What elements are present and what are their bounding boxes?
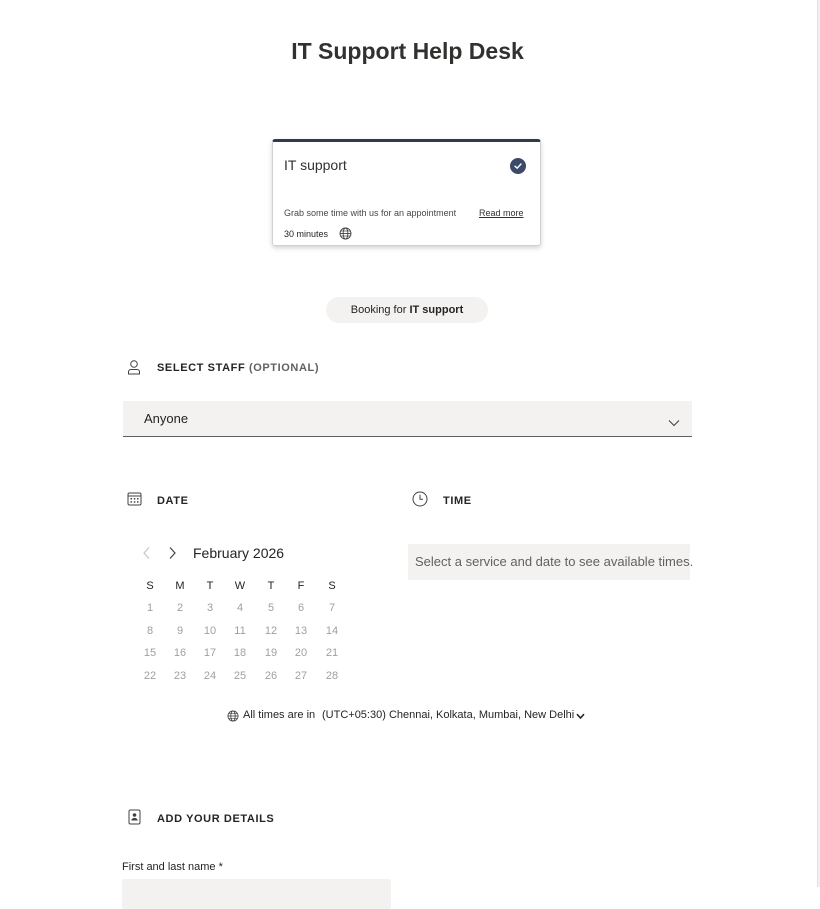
name-field-label: First and last name * [122,861,223,873]
weekday-label: W [234,580,246,592]
calendar-day[interactable]: 25 [233,670,247,682]
calendar-month-label: February 2026 [193,545,285,561]
read-more-link[interactable]: Read more [479,208,524,218]
globe-icon [227,710,239,725]
name-input[interactable] [122,879,391,909]
calendar-day[interactable]: 4 [236,602,244,614]
calendar-day[interactable]: 24 [203,670,217,682]
calendar-day[interactable]: 27 [294,670,308,682]
next-month-button[interactable] [168,546,177,565]
calendar-day[interactable]: 26 [264,670,278,682]
calendar-day[interactable]: 1 [146,602,154,614]
staff-selected-value: Anyone [144,411,189,426]
page-title: IT Support Help Desk [291,38,524,64]
calendar-day[interactable]: 21 [325,647,339,659]
calendar-day[interactable]: 20 [294,647,308,659]
weekday-label: S [328,580,336,592]
weekday-label: F [297,580,305,592]
calendar-day[interactable]: 17 [203,647,217,659]
booking-prefix: Booking for [350,304,407,316]
calendar-day[interactable]: 11 [234,625,246,637]
calendar-icon [127,492,142,511]
weekday-label: T [267,580,275,592]
contact-card-icon [128,809,141,830]
calendar-day[interactable]: 14 [325,625,339,637]
weekday-label: M [175,580,185,592]
calendar-day[interactable]: 3 [206,602,214,614]
select-staff-heading [157,362,319,374]
calendar-day[interactable]: 7 [328,602,336,614]
chevron-down-icon [576,711,585,723]
calendar-day[interactable]: 28 [325,670,339,682]
weekday-label: S [146,580,154,592]
service-description: Grab some time with us for an appointment [284,208,457,218]
calendar-day[interactable]: 12 [264,625,278,637]
select-staff-label: SELECT STAFF [157,362,246,374]
date-heading: DATE [157,495,189,507]
calendar-day[interactable]: 6 [297,602,305,614]
service-duration: 30 minutes [284,229,329,239]
calendar-day[interactable]: 10 [203,625,217,637]
time-slots-placeholder: Select a service and date to see available times. [408,544,690,580]
timezone-prefix: All times are in [243,709,316,721]
weekday-label: T [206,580,214,592]
booking-service: IT support [409,304,464,316]
person-icon [127,359,141,380]
add-details-heading: ADD YOUR DETAILS [157,813,275,825]
service-card[interactable] [272,139,541,246]
calendar-day[interactable]: 22 [143,670,157,682]
calendar-day[interactable]: 5 [267,602,275,614]
globe-icon [339,227,352,245]
chevron-down-icon [668,414,680,432]
calendar-day[interactable]: 15 [143,647,157,659]
calendar-day[interactable]: 13 [294,625,308,637]
calendar-day[interactable]: 19 [264,647,278,659]
timezone-value: (UTC+05:30) Chennai, Kolkata, Mumbai, New Delhi [322,709,575,721]
check-circle-icon [510,158,526,174]
calendar-day[interactable]: 23 [173,670,187,682]
service-name: IT support [284,157,347,173]
calendar-day[interactable]: 16 [173,647,187,659]
calendar-day[interactable]: 8 [146,625,154,637]
prev-month-button[interactable] [142,546,151,565]
staff-dropdown[interactable] [123,401,692,437]
calendar-day[interactable]: 2 [176,602,184,614]
optional-label: (OPTIONAL) [248,362,320,374]
clock-icon [412,491,428,512]
booking-for-badge [326,297,488,323]
time-heading: TIME [443,495,472,507]
calendar-day[interactable]: 18 [233,647,247,659]
calendar-day[interactable]: 9 [176,625,184,637]
